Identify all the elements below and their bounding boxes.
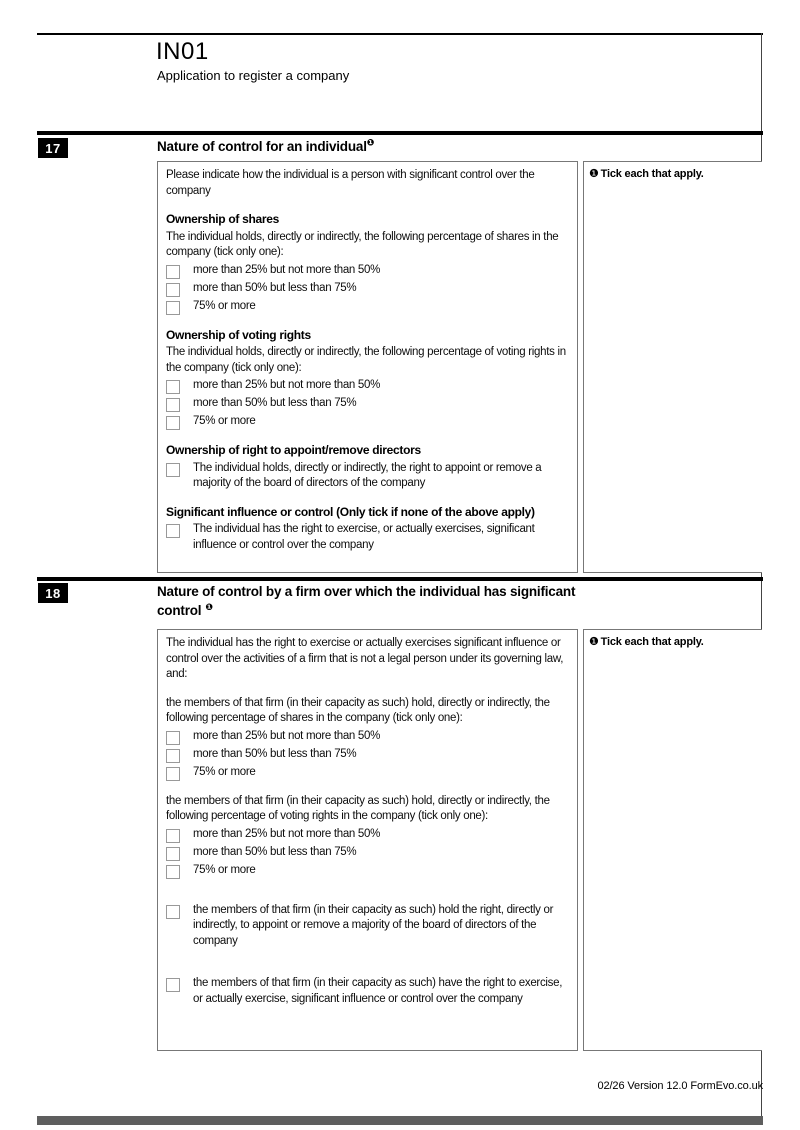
- note-marker-icon: ❶: [589, 168, 599, 180]
- group-firm-voting-rights: [166, 794, 569, 879]
- group-title: Ownership of voting rights: [166, 327, 311, 342]
- checkbox-row: [166, 263, 569, 279]
- checkbox-row: [166, 522, 569, 553]
- checkbox-firm-shares-50-75[interactable]: [166, 749, 180, 763]
- group-firm-shares: [166, 696, 569, 781]
- section-divider: [37, 577, 763, 581]
- section-17-note-column: [583, 161, 762, 573]
- checkbox-firm-significant-influence[interactable]: [166, 978, 180, 992]
- page-bottom-bar: [37, 1116, 763, 1125]
- checkbox-firm-voting-25-50[interactable]: [166, 829, 180, 843]
- section-number-18: 18: [38, 583, 68, 603]
- section-18-intro: The individual has the right to exercise or actually exercises significant influence or control over the activities of a firm that is not a legal person under its governing law, and:: [166, 637, 564, 680]
- section-18-body: [157, 629, 578, 1051]
- group-firm-appoint-remove-directors: [166, 903, 569, 950]
- group-description: the members of that firm (in their capacity as such) hold, directly or indirectly, the following percentage of shares in the company (tick only one):: [166, 696, 550, 724]
- group-significant-influence: [166, 505, 569, 554]
- checkbox-row: [166, 863, 569, 879]
- section-17-body: [157, 161, 578, 573]
- group-ownership-of-shares: [166, 212, 569, 315]
- checkbox-row: [166, 903, 569, 950]
- checkbox-row: [166, 827, 569, 843]
- checkbox-row: [166, 461, 569, 492]
- checkbox-label: more than 50% but less than 75%: [193, 281, 357, 294]
- checkbox-label: 75% or more: [193, 765, 256, 778]
- group-title: Ownership of shares: [166, 212, 279, 226]
- form-code: IN01: [156, 38, 209, 65]
- group-description: The individual holds, directly or indirectly, the following percentage of voting rights in the company (tick only one):: [166, 346, 566, 374]
- section-17-intro: Please indicate how the individual is a person with significant control over the company: [166, 169, 535, 197]
- checkbox-firm-voting-50-75[interactable]: [166, 847, 180, 861]
- checkbox-row: [166, 299, 569, 315]
- checkbox-shares-50-75[interactable]: [166, 283, 180, 297]
- footnote-marker-icon: ❶: [366, 137, 375, 148]
- group-title: Significant influence or control (Only tick if none of the above apply): [166, 504, 535, 519]
- checkbox-label: more than 25% but not more than 50%: [193, 827, 381, 840]
- group-description: the members of that firm (in their capacity as such) hold, directly or indirectly, the following percentage of voting rights in the company (tick only one):: [166, 794, 550, 822]
- checkbox-row: [166, 976, 569, 1007]
- checkbox-label: the members of that firm (in their capacity as such) hold the right, directly or indirectly, to appoint or remove a majority of the board of directors of the company: [193, 903, 554, 947]
- note-tick-each: [589, 167, 757, 181]
- group-ownership-of-voting-rights: [166, 328, 569, 431]
- checkbox-row: [166, 281, 569, 297]
- checkbox-label: the members of that firm (in their capacity as such) have the right to exercise, or actually exercise, significant influence or control over the company: [193, 977, 563, 1005]
- version-footer: 02/26 Version 12.0 FormEvo.co.uk: [597, 1080, 763, 1092]
- checkbox-label: more than 25% but not more than 50%: [193, 263, 381, 276]
- checkbox-shares-25-50[interactable]: [166, 265, 180, 279]
- group-title: Ownership of right to appoint/remove directors: [166, 443, 421, 457]
- section-17-heading: [157, 137, 589, 156]
- checkbox-label: more than 50% but less than 75%: [193, 747, 357, 760]
- top-rule: [37, 33, 763, 35]
- checkbox-firm-shares-25-50[interactable]: [166, 731, 180, 745]
- note-text: Tick each that apply.: [600, 168, 704, 180]
- checkbox-row: [166, 845, 569, 861]
- checkbox-label: 75% or more: [193, 863, 256, 876]
- checkbox-firm-appoint-remove-directors[interactable]: [166, 905, 180, 919]
- note-tick-each: [589, 635, 757, 649]
- checkbox-row: [166, 414, 569, 430]
- checkbox-significant-influence[interactable]: [166, 524, 180, 538]
- checkbox-row: [166, 396, 569, 412]
- checkbox-row: [166, 729, 569, 745]
- group-description: The individual holds, directly or indirectly, the following percentage of shares in the company (tick only one):: [166, 230, 559, 258]
- checkbox-label: The individual has the right to exercise, or actually exercises, significant influence or control over the company: [193, 523, 535, 551]
- note-text: Tick each that apply.: [600, 636, 704, 648]
- checkbox-appoint-remove-directors[interactable]: [166, 463, 180, 477]
- section-divider: [37, 131, 763, 135]
- checkbox-firm-shares-75-plus[interactable]: [166, 767, 180, 781]
- checkbox-shares-75-plus[interactable]: [166, 301, 180, 315]
- checkbox-row: [166, 765, 569, 781]
- section-18-note-column: [583, 629, 762, 1051]
- section-number-17: 17: [38, 138, 68, 158]
- checkbox-row: [166, 747, 569, 763]
- checkbox-voting-50-75[interactable]: [166, 398, 180, 412]
- group-firm-significant-influence: [166, 976, 569, 1007]
- checkbox-label: more than 25% but not more than 50%: [193, 379, 381, 391]
- checkbox-label: more than 50% but less than 75%: [193, 397, 357, 409]
- checkbox-voting-75-plus[interactable]: [166, 416, 180, 430]
- checkbox-label: 75% or more: [193, 299, 256, 312]
- checkbox-label: The individual holds, directly or indirectly, the right to appoint or remove a majority of the board of directors of the company: [193, 461, 542, 489]
- checkbox-label: more than 25% but not more than 50%: [193, 729, 381, 742]
- section-18-heading: [157, 582, 589, 620]
- checkbox-voting-25-50[interactable]: [166, 380, 180, 394]
- footnote-marker-icon: ❶: [205, 601, 213, 612]
- note-marker-icon: ❶: [589, 636, 599, 648]
- checkbox-label: 75% or more: [193, 415, 256, 427]
- group-appoint-remove-directors: [166, 443, 569, 492]
- form-subtitle: Application to register a company: [157, 68, 350, 83]
- checkbox-row: [166, 378, 569, 394]
- checkbox-label: more than 50% but less than 75%: [193, 845, 357, 858]
- section-17-heading-text: Nature of control for an individual: [157, 139, 367, 154]
- checkbox-firm-voting-75-plus[interactable]: [166, 865, 180, 879]
- section-18-heading-text: Nature of control by a firm over which the individual has significant control: [157, 584, 576, 618]
